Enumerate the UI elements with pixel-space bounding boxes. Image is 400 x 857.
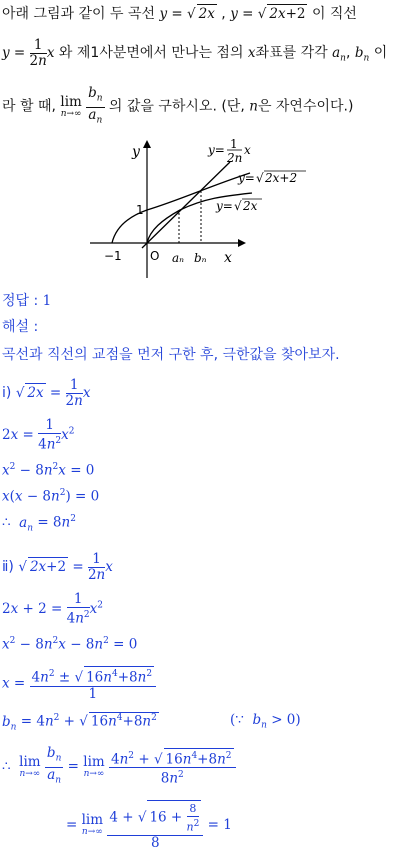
case2-header: ⅱ) √ 2x+2 = $\frac{1}{2n}$ x [2, 551, 113, 583]
limit-line-1: ∴ lim n→∞ $\frac{b_n}{a_n}$ = lim n→∞ $\frac{4n^2 + √ 16n^4+8n^2}{8n^2}$ [2, 746, 236, 788]
problem-text: 이 [373, 45, 388, 61]
problem-text: 라 할 때, [2, 98, 56, 115]
answer-line [2, 292, 51, 310]
svg-text:y=: y= [208, 143, 225, 157]
explanation-intro: 곡선과 직선의 교점을 먼저 구한 후, 극한값을 찾아보자. [2, 347, 340, 363]
case2-step-1: 2x + 2 = $\frac{1}{4n^2}$ $x^2$ [2, 591, 103, 627]
problem-text: 이 직선 [311, 6, 357, 22]
case2-label: ⅱ) [2, 559, 14, 575]
label-an: aₙ [172, 251, 185, 265]
graph-figure [90, 138, 310, 278]
case2-condition: (∵ $b_n > 0$) [230, 712, 301, 731]
case2-x-formula: x = $\frac{4n^2 \pm √ 16n^4+8n^2}{1}$ [2, 666, 156, 702]
answer-label: 정답 : [2, 293, 39, 309]
svg-text:2n: 2n [227, 151, 243, 165]
y-axis-arrow [143, 140, 151, 148]
label-line [207, 138, 251, 165]
label-curve2 [237, 171, 306, 185]
problem-text: 아래 그림과 같이 두 곡선 [2, 6, 156, 22]
svg-text:1: 1 [230, 138, 238, 151]
case1-step-1: 2x = $\frac{1}{4n^2}$ $x^2$ [2, 417, 75, 453]
problem-text: 의 값을 구하시오. (단, [108, 98, 245, 115]
line-formula: y = $\frac{1}{2n}$ x [2, 37, 55, 69]
problem-line-1: 아래 그림과 같이 두 곡선 y = √ 2x , y = √ 2x+2 이 직선 [2, 6, 357, 22]
svg-text:y=: y= [238, 171, 255, 185]
case1-step-4: ∴ $a_n = 8n^2$ [2, 514, 76, 534]
limit-expression: lim n→∞ $\frac{b_n}{a_n}$ [60, 85, 103, 126]
label-y: y [132, 144, 140, 160]
case1-step-3: $x(x - 8n^2) = 0$ [2, 488, 100, 505]
case2-bn: $b_n = 4n^2$ + √ $16n^4+8n^2$ [2, 713, 157, 733]
label-minus-one: −1 [104, 249, 122, 263]
problem-text: 좌표를 각각 [255, 45, 328, 61]
case1-label: ⅰ) [2, 385, 12, 401]
label-bn: bₙ [194, 251, 207, 265]
explanation-label: 해설 : [2, 319, 39, 335]
svg-text:2x: 2x [243, 199, 258, 213]
answer-value: 1 [42, 293, 52, 309]
label-curve1 [215, 199, 262, 213]
problem-text: 은 자연수이다.) [257, 98, 354, 115]
label-x: x [224, 250, 232, 266]
svg-text:x: x [244, 143, 251, 157]
problem-text: 와 제1사분면에서 만나는 점의 [58, 45, 244, 61]
curve2-formula: y = √ 2x+2 [230, 6, 306, 22]
problem-line-2: y = $\frac{1}{2n}$ x 와 제1사분면에서 만나는 점의 x좌표를 각각 $a_n$, $b_n$ 이 [2, 37, 388, 69]
svg-text:√: √ [234, 199, 242, 213]
limit-line-2: = lim n→∞ 4 + √ 16 + $\frac{8}{n^2}$ 8 = 1 [66, 802, 232, 851]
svg-text:y=: y= [216, 199, 233, 213]
label-one: 1 [136, 203, 144, 217]
case1-step-2: $x^2 - 8n^2x = 0$ [2, 462, 95, 479]
problem-line-3: 라 할 때, lim n→∞ $\frac{b_n}{a_n}$ 의 값을 구하시오. (단, n은 자연수이다.) [2, 85, 354, 126]
case2-step-2: $x^2 - 8n^2x - 8n^2 = 0$ [2, 636, 138, 653]
svg-text:√: √ [256, 171, 264, 185]
x-axis-arrow [238, 239, 246, 247]
case1-header: ⅰ) √ 2x = $\frac{1}{2n}$ x [2, 377, 91, 409]
svg-text:2x+2: 2x+2 [265, 171, 298, 185]
curve1-formula: y = √ 2x [159, 6, 215, 22]
label-origin: O [150, 249, 160, 263]
